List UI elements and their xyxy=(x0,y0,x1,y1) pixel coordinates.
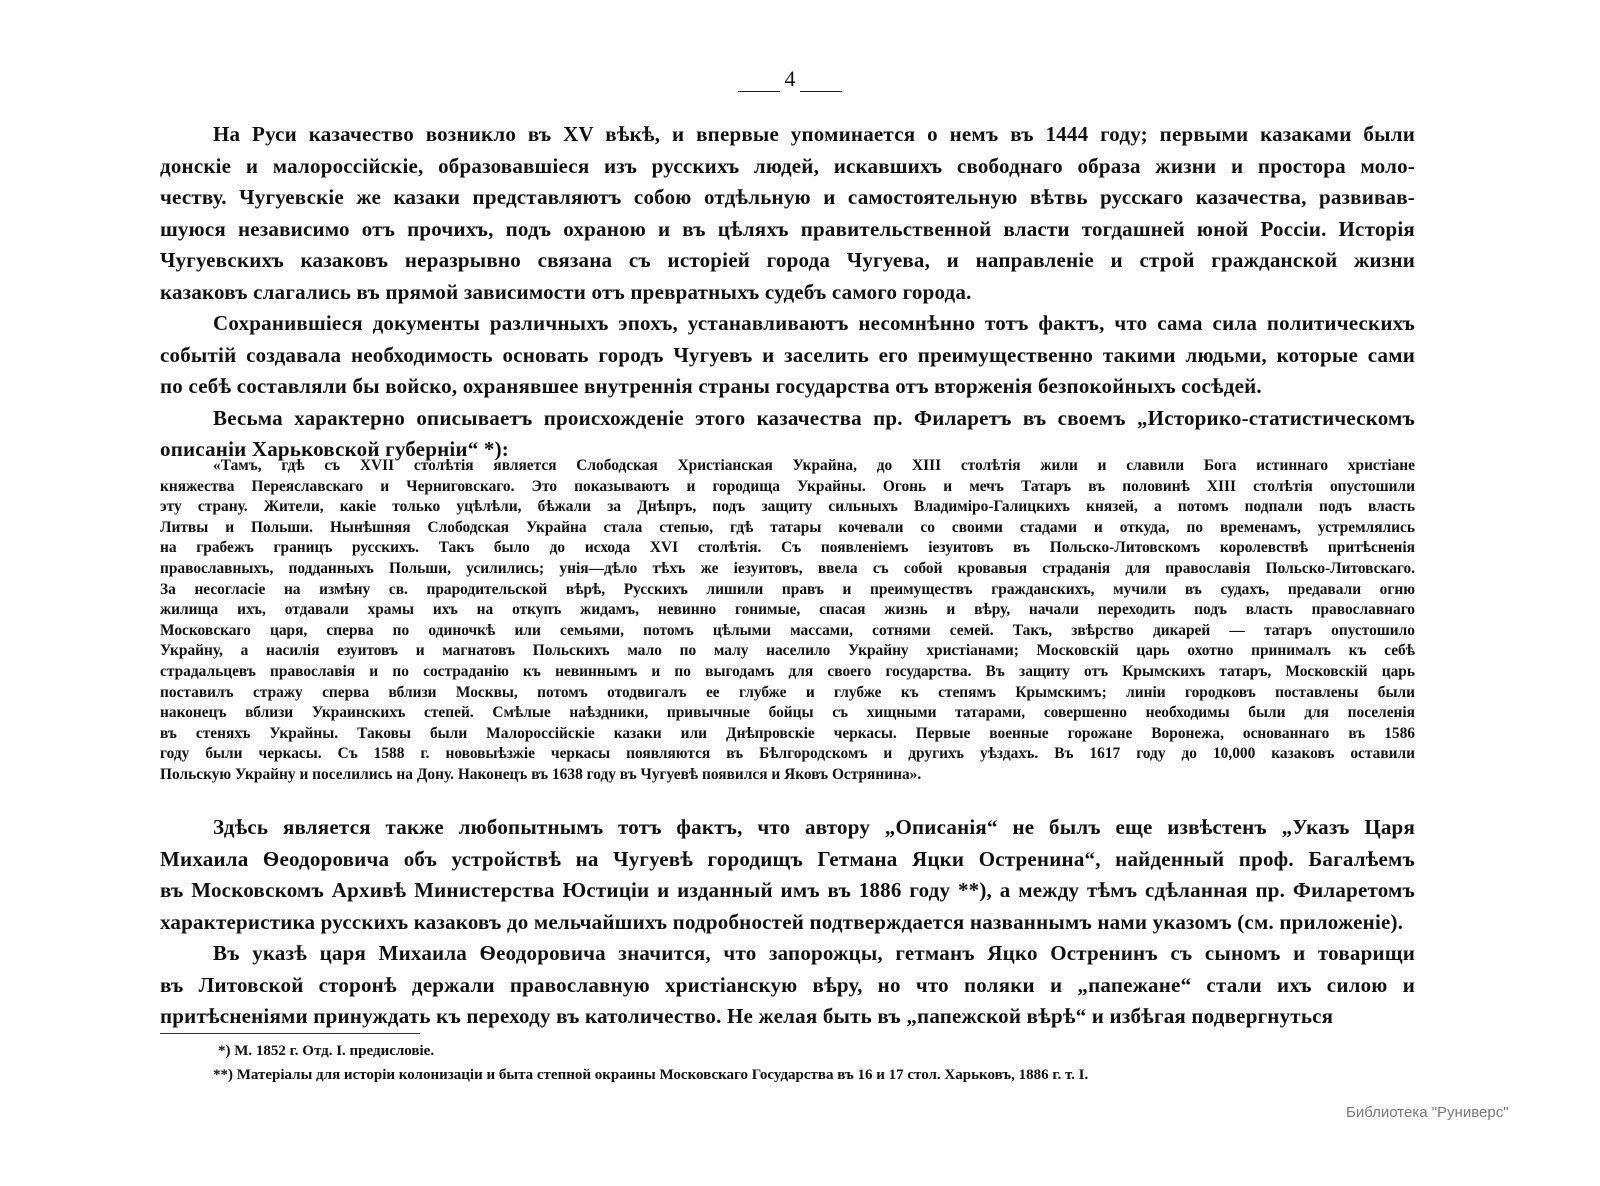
text-line: Здѣсь является также любопытнымъ тотъ фактъ, что автору „Описанія“ не былъ еще извѣстенъ „Указъ Царя xyxy=(213,815,1415,839)
quote-line: Литвы и Польши. Нынѣшняя Слободская Украйна стала степью, гдѣ татары кочевали со своими стадами и откуда, по временамъ, устремлялись xyxy=(160,518,1415,536)
quote-line: За несогласіе на измѣну св. прародительской вѣрѣ, Русскихъ лишили правъ и преимуществъ гражданскихъ, мучили въ судахъ, предавали огню xyxy=(160,580,1415,598)
quote-line: поставилъ стражу сперва вблизи Москвы, потомъ отодвигалъ ее глубже и глубже къ степямъ Крымскимъ; линіи городковъ поставлены были xyxy=(160,683,1415,701)
text-line: въ Московскомъ Архивѣ Министерства Юстиціи и изданный имъ въ 1886 году **), а между тѣмъ сдѣланная пр. Филаретомъ xyxy=(160,878,1415,902)
quote-line: въ стеняхъ Украйны. Таковы были Малороссійскіе казаки или Днѣпровскіе черкасы. Первые военные горожане Воронежа, основаннаго въ 1586 xyxy=(160,724,1415,742)
text-line: Михаила Ѳеодоровича объ устройствѣ на Чугуевѣ городищъ Гетмана Яцки Остренина“, найденный проф. Багалѣемъ xyxy=(160,846,1415,871)
quotation-block xyxy=(160,456,1415,786)
text-line: Въ указѣ царя Михаила Ѳеодоровича значится, что запорожцы, гетманъ Яцко Остренинъ съ сыномъ и товарищи xyxy=(213,941,1415,965)
text-line: казаковъ слагались въ прямой зависимости отъ превратныхъ судебъ самого города. xyxy=(160,279,972,304)
footnote-2: **) Матеріалы для исторіи колонизаціи и быта степной окраины Московскаго Государства въ 16 и 17 стол. Харьковъ, 1886 г. т. I. xyxy=(213,1067,1089,1083)
text-line: Чугуевскихъ казаковъ неразрывно связана съ исторіей города Чугуева, и направленіе и строй гражданской жизни xyxy=(160,248,1415,272)
quote-line: на грабежъ границъ русскихъ. Такъ было до исхода XVI столѣтія. Съ появленіемъ іезуитовъ въ Польско-Литовскомъ королевствѣ притѣсненія xyxy=(160,539,1415,557)
quote-line: страдальцевъ православія и по состраданію къ невиннымъ и по выгодамъ для своего государства. Въ защиту отъ Крымскихъ татаръ, Московскій царь xyxy=(160,662,1415,680)
quote-line: году были черкасы. Съ 1588 г. нововыѣзжіе черкасы появляются въ Бѣлгородскомъ и другихъ уѣздахъ. Въ 1617 году до 10,000 казаковъ оставили xyxy=(160,745,1415,763)
footnote-divider xyxy=(160,1033,420,1034)
page-number-text: 4 xyxy=(784,66,796,91)
text-line: описаніи Харьковской губерніи“ *): xyxy=(160,437,509,461)
library-watermark: Библиотека "Руниверс" xyxy=(1346,1104,1509,1121)
quote-line: «Тамъ, гдѣ съ XVII столѣтія является Слободская Христіанская Украйна, до XIII столѣтія жили и славили Бога истиннаго христіане xyxy=(213,457,1415,474)
text-line: по себѣ составляли бы войско, охранявшее внутреннія страны государства отъ вторженія безпокойныхъ сосѣдей. xyxy=(160,374,1262,398)
page-number xyxy=(738,66,842,92)
quote-line: наконецъ вблизи Украинскихъ степей. Смѣлые наѣздники, привычные бойцы съ хищными татарами, совершенно необходимы были для поселенія xyxy=(160,704,1415,722)
quote-line: Украйну, а насилія езуитовъ и магнатовъ Польскихъ мало по малу населило Украйну христіанами; Московскій царь охотно принималъ къ себѣ xyxy=(160,642,1415,660)
text-line: Весьма характерно описываетъ происхожденіе этого казачества пр. Филаретъ въ своемъ „Историко-статистическомъ xyxy=(213,405,1415,430)
text-line: событій создавала необходимость основать городъ Чугуевъ и заселить его преимущественно такими людьми, которые сами xyxy=(160,342,1415,367)
text-line: честву. Чугуевскіе же казаки представляютъ собою отдѣльную и самостоятельную вѣтвь русскаго казачества, развивав- xyxy=(160,185,1415,209)
page-number-rule-right xyxy=(800,91,842,92)
text-line: Сохранившіеся документы различныхъ эпохъ, устанавливаютъ несомнѣнно тотъ фактъ, что сама сила политическихъ xyxy=(213,311,1415,335)
body-text-top xyxy=(160,119,1415,466)
quote-line: жилища ихъ, отдавали храмы ихъ на откупъ жидамъ, невинно гонимые, спасая жизнь и вѣру, начали переходить подъ власть православнаго xyxy=(160,601,1415,619)
text-line: притѣсненіями принуждать къ переходу въ католичество. Не желая быть въ „папежской вѣрѣ“ и избѣгая подвергнуться xyxy=(160,1004,1334,1028)
text-line: въ Литовской сторонѣ держали православную христіанскую вѣру, но что поляки и „папежане“ стали ихъ силою и xyxy=(160,972,1415,997)
text-line: шуюся независимо отъ прочихъ, подъ охраною и въ цѣляхъ правительственной власти тогдашней юной Россіи. Исторія xyxy=(160,216,1415,241)
text-line: характеристика русскихъ казаковъ до мельчайшихъ подробностей подтверждается названнымъ нами указомъ (см. приложеніе). xyxy=(160,909,1404,934)
quote-line: православныхъ, подданныхъ Польши, усилились; унія—дѣло тѣхъ же іезуитовъ, ввела съ собой кровавыя страданія для православія Польско-Литовскаго. xyxy=(160,559,1415,577)
quote-line: Московскаго царя, сперва по одиночкѣ или семьями, потомъ цѣлыми массами, сотнями семей. Такъ, звѣрство дикарей — татаръ опустошило xyxy=(160,621,1415,639)
quote-line: эту страну. Жители, какіе только уцѣлѣли, бѣжали за Днѣпръ, подъ защиту сильныхъ Владиміро-Галицкихъ князей, а потомъ подпали подъ власть xyxy=(160,498,1415,516)
quote-line: княжества Переяславскаго и Черниговскаго. Это показываютъ и городища Украйны. Огонь и мечъ Татаръ въ половинѣ XIII столѣтія опустошили xyxy=(160,477,1415,495)
footnote-1: *) М. 1852 г. Отд. I. предисловіе. xyxy=(218,1043,435,1059)
quote-line: Польскую Украйну и поселились на Дону. Наконецъ въ 1638 году въ Чугуевѣ появился и Яковъ Острянина». xyxy=(160,765,922,783)
page-number-rule-left xyxy=(738,91,780,92)
text-line: На Руси казачество возникло въ XV вѣкѣ, и впервые упоминается о немъ въ 1444 году; первыми казаками были xyxy=(213,122,1415,146)
body-text-bottom xyxy=(160,812,1415,1033)
text-line: донскіе и малороссійскіе, образовавшіеся изъ русскихъ людей, искавшихъ свободнаго образа жизни и простора моло- xyxy=(160,153,1415,178)
